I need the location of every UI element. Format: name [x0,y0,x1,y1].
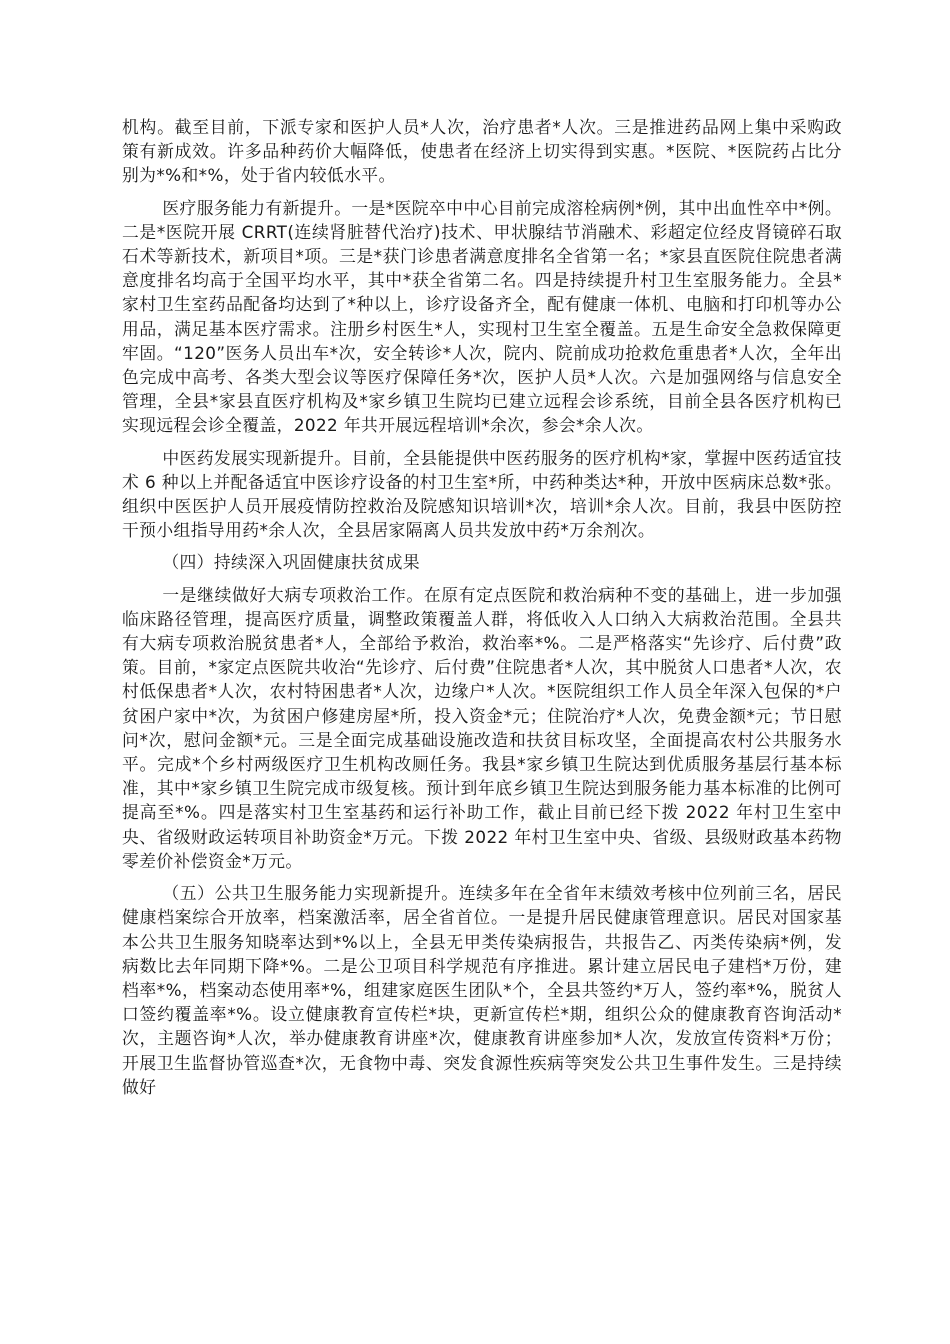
paragraph-drug-procurement: 机构。截至目前，下派专家和医护人员*人次，治疗患者*人次。三是推进药品网上集中采购政策有新成效。许多品种药价大幅降低，使患者在经济上切实得到实惠。*医院、*医院药占比分别为*%和*%，处于省内较低水平。 [122,117,842,186]
paragraph-medical-service: 医疗服务能力有新提升。一是*医院卒中中心目前完成溶栓病例*例，其中出血性卒中*例。二是*医院开展 CRRT(连续肾脏替代治疗)技术、甲状腺结节消融术、彩超定位经皮肾镜碎石取石术等新技术，新项目*项。三是*获门诊患者满意度排名全省第一名；*家县直医院住院患者满意度排名均高于全国平均水平，其中*获全省第二名。四是持续提升村卫生室服务能力。全县*家村卫生室药品配备均达到了*种以上，诊疗设备齐全，配有健康一体机、电脑和打印机等办公用品，满足基本医疗需求。注册乡村医生*人，实现村卫生室全覆盖。五是生命安全急救保障更牢固。“120”医务人员出车*次，安全转诊*人次，院内、院前成功抢救危重患者*人次，全年出色完成中高考、各类大型会议等医疗保障任务*次，医护人员*人次。六是加强网络与信息安全管理，全县*家县直医疗机构及*家乡镇卫生院均已建立远程会诊系统，目前全县各医疗机构已实现远程会诊全覆盖，2022 年共开展远程培训*余次，参会*余人次。 [122,197,842,436]
section-heading-4: （四）持续深入巩固健康扶贫成果 [162,552,421,573]
document-page [122,115,842,1099]
paragraph-public-health: （五）公共卫生服务能力实现新提升。连续多年在全省年末绩效考核中位列前三名，居民健康档案综合开放率，档案激活率，居全省首位。一是提升居民健康管理意识。居民对国家基本公共卫生服务知晓率达到*%以上，全县无甲类传染病报告，共报告乙、丙类传染病*例，发病数比去年同期下降*%。二是公卫项目科学规范有序推进。累计建立居民电子建档*万份，建档率*%，档案动态使用率*%，组建家庭医生团队*个，全县共签约*万人，签约率*%，脱贫人口签约覆盖率*%。设立健康教育宣传栏*块，更新宣传栏*期，组织公众的健康教育咨询活动*次，主题咨询*人次，举办健康教育讲座*次，健康教育讲座参加*人次，发放宣传资料*万份；开展卫生监督协管巡查*次，无食物中毒、突发食源性疾病等突发公共卫生事件发生。三是持续做好 [122,883,842,1097]
paragraph-tcm-development: 中医药发展实现新提升。目前，全县能提供中医药服务的医疗机构*家，掌握中医药适宜技术 6 种以上并配备适宜中医诊疗设备的村卫生室*所，中药种类达*种，开放中医病床总数*张。组织中医医护人员开展疫情防控救治及院感知识培训*次，培训*余人次。目前，我县中医防控干预小组指导用药*余人次，全县居家隔离人员共发放中药*万余剂次。 [122,447,842,541]
paragraph-poverty-alleviation: 一是继续做好大病专项救治工作。在原有定点医院和救治病种不变的基础上，进一步加强临床路径管理，提高医疗质量，调整政策覆盖人群，将低收入人口纳入大病救治范围。全县共有大病专项救治脱贫患者*人，全部给予救治，救治率*%。二是严格落实“先诊疗、后付费”政策。目前，*家定点医院共收治“先诊疗、后付费”住院患者*人次，其中脱贫人口患者*人次，农村低保患者*人次，农村特困患者*人次，边缘户*人次。*医院组织工作人员全年深入包保的*户贫困户家中*次，为贫困户修建房屋*所，投入资金*元；住院治疗*人次，免费金额*元；节日慰问*次，慰问金额*元。三是全面完成基础设施改造和扶贫目标攻坚，全面提高农村公共服务水平。完成*个乡村两级医疗卫生机构改厕任务。我县*家乡镇卫生院达到优质服务基层行基本标准，其中*家乡镇卫生院完成市级复核。预计到年底乡镇卫生院达到服务能力基本标准的比例可提高至*%。四是落实村卫生室基药和运行补助工作，截止目前已经下拨 2022 年村卫生室中央、省级财政运转项目补助资金*万元。下拨 2022 年村卫生室中央、省级、县级财政基本药物零差价补偿资金*万元。 [122,584,842,871]
